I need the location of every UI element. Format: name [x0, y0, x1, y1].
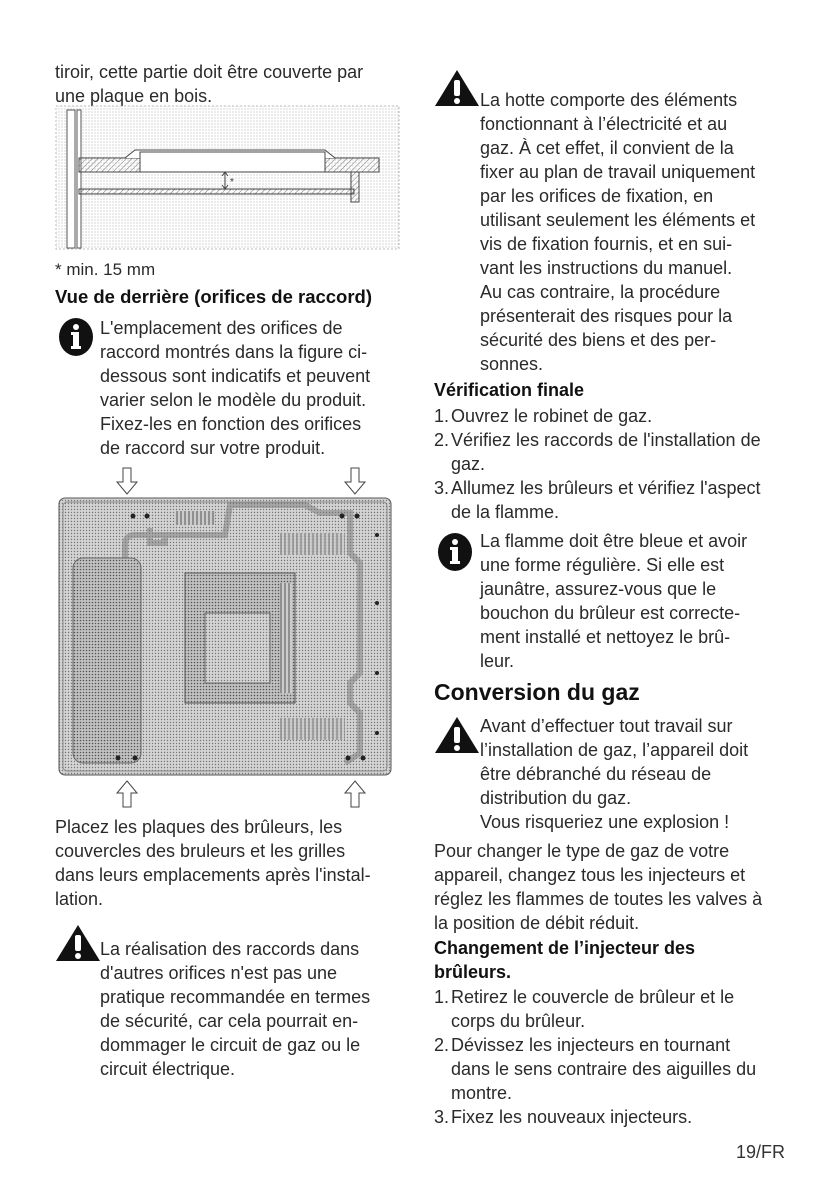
text-line: corps du brûleur. — [451, 1011, 586, 1031]
conversion-paragraph — [434, 839, 762, 935]
text-line: Allumez les brûleurs et vérifiez l'aspect — [451, 478, 761, 498]
text-line: montre. — [451, 1083, 513, 1103]
text-line: d'autres orifices n'est pas une — [100, 963, 338, 983]
list-number: 1. — [434, 406, 450, 426]
text-line: fonctionnant à l’électricité et au — [480, 114, 728, 134]
text-line: Placez les plaques des brûleurs, les — [55, 817, 343, 837]
text-line: distribution du gaz. — [480, 788, 632, 808]
text-line: raccord montrés dans la figure ci- — [100, 342, 368, 362]
warning-note — [100, 937, 370, 1081]
text-line: couvercles des bruleurs et les grilles — [55, 841, 346, 861]
heading-line: Changement de l’injecteur des — [434, 938, 696, 958]
text-line: La flamme doit être bleue et avoir — [480, 531, 748, 551]
list-number: 3. — [434, 478, 450, 498]
info-note — [100, 316, 370, 460]
text-line: Retirez le couvercle de brûleur et le — [451, 987, 735, 1007]
arrow-up-icon — [345, 781, 365, 807]
text-line: Ouvrez le robinet de gaz. — [451, 406, 653, 426]
arrow-down-icon — [345, 468, 365, 494]
arrow-down-icon — [117, 468, 137, 494]
text-line: La réalisation des raccords dans — [100, 939, 360, 959]
heading-line: brûleurs. — [434, 962, 512, 982]
injector-heading — [434, 936, 695, 984]
figure-mark: * — [230, 177, 234, 188]
text-line: Avant d’effectuer tout travail sur — [480, 716, 733, 736]
warning-icon — [55, 923, 101, 963]
hood-warning — [480, 88, 755, 376]
text-line: une forme régulière. Si elle est — [480, 555, 725, 575]
warning-icon — [434, 715, 480, 755]
text-line: leur. — [480, 651, 515, 671]
text-line: lation. — [55, 889, 104, 909]
list-item — [434, 404, 794, 428]
text-line: dans le sens contraire des aiguilles du — [451, 1059, 757, 1079]
conversion-warning — [480, 714, 748, 834]
text-line: dans leurs emplacements après l'instal- — [55, 865, 371, 885]
text-line: Fixez les nouveaux injecteurs. — [451, 1107, 693, 1127]
text-line: vis de fixation fournis, et en sui- — [480, 234, 733, 254]
list-item — [434, 985, 804, 1033]
list-item — [434, 1105, 804, 1129]
text-line: Vérifiez les raccords de l'installation de — [451, 430, 761, 450]
text-line: réglez les flammes de toutes les valves à — [434, 889, 763, 909]
text-line: Pour changer le type de gaz de votre — [434, 841, 730, 861]
flame-info-note — [480, 529, 747, 673]
list-item — [434, 428, 794, 476]
gas-conversion-heading: Conversion du gaz — [434, 679, 640, 705]
list-number: 1. — [434, 987, 450, 1007]
text-line: appareil, changez tous les injecteurs et — [434, 865, 746, 885]
text-line: dessous sont indicatifs et peuvent — [100, 366, 371, 386]
placement-paragraph — [55, 815, 371, 911]
text-line: de raccord sur votre produit. — [100, 438, 326, 458]
text-line: Dévissez les injecteurs en tournant — [451, 1035, 731, 1055]
text-line: sécurité des biens et des per- — [480, 330, 717, 350]
text-line: ment installé et nettoyez le brû- — [480, 627, 731, 647]
intro-paragraph — [55, 60, 363, 108]
intro-line: une plaque en bois. — [55, 86, 213, 106]
text-line: de la flamme. — [451, 502, 560, 522]
text-line: jaunâtre, assurez-vous que le — [480, 579, 717, 599]
text-line: Vous risqueriez une explosion ! — [480, 812, 730, 832]
list-item — [434, 1033, 804, 1105]
info-icon — [58, 317, 96, 357]
intro-line: tiroir, cette partie doit être couverte par — [55, 62, 364, 82]
rear-view-figure — [55, 463, 400, 813]
list-number: 3. — [434, 1107, 450, 1127]
warning-icon — [434, 68, 480, 108]
text-line: pratique recommandée en termes — [100, 987, 371, 1007]
text-line: gaz. — [451, 454, 486, 474]
text-line: bouchon du brûleur est correcte- — [480, 603, 741, 623]
text-line: Au cas contraire, la procédure — [480, 282, 721, 302]
text-line: varier selon le modèle du produit. — [100, 390, 367, 410]
text-line: être débranché du réseau de — [480, 764, 712, 784]
text-line: utilisant seulement les éléments et — [480, 210, 756, 230]
text-line: La hotte comporte des éléments — [480, 90, 738, 110]
text-line: vant les instructions du manuel. — [480, 258, 733, 278]
text-line: gaz. À cet effet, il convient de la — [480, 138, 734, 158]
list-number: 2. — [434, 1035, 450, 1055]
text-line: L'emplacement des orifices de — [100, 318, 343, 338]
text-line: de sécurité, car cela pourrait en- — [100, 1011, 359, 1031]
info-icon — [437, 532, 475, 572]
text-line: présenterait des risques pour la — [480, 306, 733, 326]
text-line: sonnes. — [480, 354, 544, 374]
text-line: circuit électrique. — [100, 1059, 236, 1079]
rear-view-heading: Vue de derrière (orifices de raccord) — [55, 286, 373, 307]
cross-section-figure — [55, 105, 400, 250]
text-line: la position de débit réduit. — [434, 913, 640, 933]
text-line: l’installation de gaz, l’appareil doit — [480, 740, 749, 760]
list-item — [434, 476, 794, 524]
final-check-heading: Vérification finale — [434, 380, 585, 400]
final-steps-list — [434, 404, 794, 524]
text-line: dommager le circuit de gaz ou le — [100, 1035, 361, 1055]
text-line: fixer au plan de travail uniquement — [480, 162, 756, 182]
arrow-up-icon — [117, 781, 137, 807]
injector-steps-list — [434, 985, 804, 1129]
text-line: par les orifices de fixation, en — [480, 186, 714, 206]
list-number: 2. — [434, 430, 450, 450]
page-number: 19/FR — [735, 1142, 785, 1162]
text-line: Fixez-les en fonction des orifices — [100, 414, 362, 434]
footnote: * min. 15 mm — [55, 260, 156, 279]
